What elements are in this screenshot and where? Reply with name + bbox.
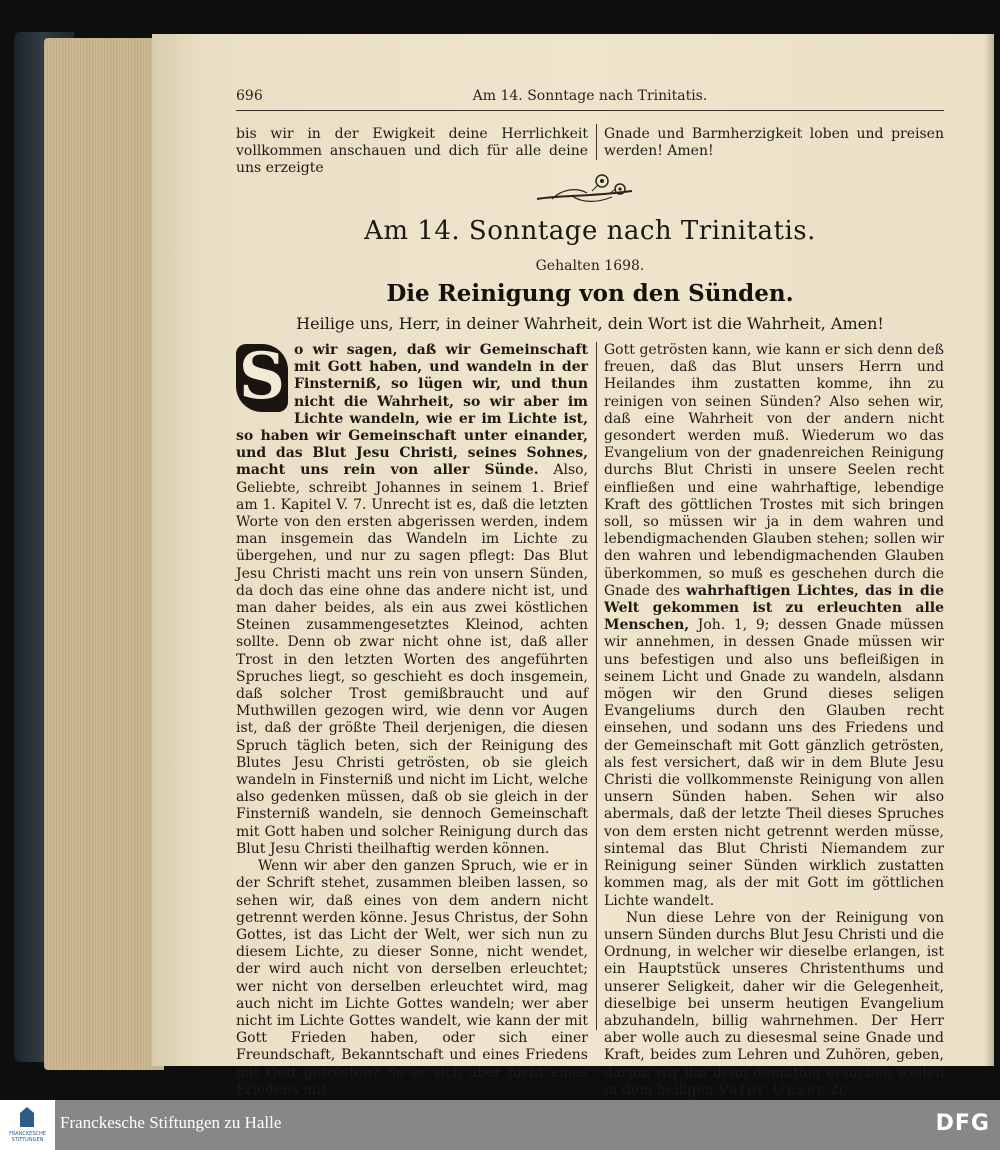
vater-unser: Vater Unser xyxy=(718,1081,826,1098)
opening-scripture-quote: o wir sagen, daß wir Gemeinschaft mit Gott haben, und wandeln in der Finsterniß, so lügen wir, und thun nicht die Wahrheit, so wir aber im Lichte wandeln, wie er im Lichte ist, so haben wir Gemeinschaft unter einander, und das Blut Jesu Christi, seines Sohnes, macht uns rein von aller Sünde. xyxy=(236,342,588,479)
right-paragraph-1 xyxy=(604,342,944,910)
book-page xyxy=(152,34,994,1098)
right-paragraph-2-text-b: 2c. xyxy=(825,1081,852,1098)
page-shadow xyxy=(984,34,994,1066)
right-column xyxy=(604,342,944,1099)
left-paragraph-1-text: Also, Geliebte, schreibt Johannes in seinem 1. Brief am 1. Kapitel V. 7. Unrecht ist es, daß die letzten Worte von den ersten abgerissen werden, indem man insgemein das Wandeln im Lichte zu übergehen, und nur zu sagen pflegt: Das Blut Jesu Christi macht uns rein von unsern Sünden, da doch das eine ohne das andere nicht ist, und man daher beides, als ein aus zwei köstlichen Steinen zusammengesetztes Kleinod, achten sollte. Denn ob zwar nicht ohne ist, daß aller Trost in den letzten Worten des angeführten Spruches liegt, so geschieht es doch insgemein, daß solcher Trost gemißbraucht und auf Muthwillen gezogen wird, wie denn vor Augen ist, daß der größte Theil derjenigen, die diesen Spruch täglich beten, sich der Reinigung des Blutes Jesu Christi getrösten, ob sie gleich wandeln in Finsterniß und nicht im Licht, welche also gedenken müssen, daß ob sie gleich in der Finsterniß wandeln, sie dennoch Gemeinschaft mit Gott haben und solcher Reinigung durch das Blut Jesu Christi theilhaftig werden können. xyxy=(236,462,589,857)
left-paragraph-1 xyxy=(236,339,589,858)
held-date: Gehalten 1698. xyxy=(535,258,645,274)
left-paragraph-2: Wenn wir aber den ganzen Spruch, wie er in der Schrift stehet, zusammen bleiben lassen, so sehen wir, daß eines von dem andern nicht getrennt werden könne. Jesus Christus, der Sohn Gottes, ist das Licht der Welt, wer sich nun zu diesem Lichte, zu dieser Sonne, nicht wendet, der wird auch nicht von derselben erleuchtet; wer nicht von derselben erleuchtet wird, mag auch nicht im Lichte Gottes wandeln; wer aber nicht im Lichte Gottes wandelt, wie kann der mit Gott Frieden haben, oder sich einer Freundschaft, Bekanntschaft und eines Friedens mit Gott getrösten? So er sich aber nicht eines Friedens mit xyxy=(236,858,588,1098)
column-rule-main xyxy=(596,342,597,1030)
right-paragraph-2 xyxy=(604,910,944,1099)
running-header xyxy=(236,88,944,111)
right-paragraph-2-text-a: Nun diese Lehre von der Reinigung von unsern Sünden durchs Blut Jesu Christi und die Ordnung, in welcher wir dieselbe erlangen, ist ein Hauptstück unseres Christenthums und unserer Seligkeit, daher wir die Gelegenheit, dieselbige bei unserm heutigen Evangelium abzuhandeln, billig wahrnehmen. Der Herr aber wolle auch zu diesesmal seine Gnade und Kraft, beides zum Lehren und Zuhören, geben, darum wir ihn denn demüthig ersuchen wollen in dem heiligen xyxy=(604,909,944,1098)
page-number: 696 xyxy=(236,88,263,104)
dropcap-initial: S xyxy=(236,344,288,412)
carryover-right xyxy=(604,126,944,160)
motto-line: Heilige uns, Herr, in deiner Wahrheit, dein Wort ist die Wahrheit, Amen! xyxy=(296,314,884,333)
column-rule-top xyxy=(596,124,597,160)
organization-name: Franckesche Stiftungen zu Halle xyxy=(60,1113,282,1132)
left-column xyxy=(236,339,589,1099)
logo-text: FRANCKESCHE STIFTUNGEN xyxy=(9,1131,46,1143)
carryover-left-text: bis wir in der Ewigkeit deine Herrlichkeit vollkommen anschauen und dich für alle deine uns erzeigte xyxy=(236,126,588,177)
section-title: Am 14. Sonntage nach Trinitatis. xyxy=(364,216,816,246)
right-paragraph-1-text-a: Gott getrösten kann, wie kann er sich denn deß freuen, daß das Blut unsers Herrn und Heilandes ihm zustatten komme, ihn zu reinigen von seinen Sünden? Also sehen wir, daß eine Wahrheit von der andern nicht gesondert werden muß. Wiederum wo das Evangelium von der gnadenreichen Reinigung durchs Blut Christi in unsere Seelen recht einfließen und eine wahrhaftige, lebendige Kraft des göttlichen Trostes mit sich bringen soll, so müssen wir ja in dem wahren und lebendigmachenden Glauben stehen; sollen wir den wahren und lebendigmachenden Glauben überkommen, so muß es geschehen durch die Gnade des xyxy=(604,342,944,599)
footer-bar xyxy=(0,1100,1000,1150)
flower-ornament-icon xyxy=(532,169,642,209)
page-edges xyxy=(44,38,164,1070)
franckesche-logo[interactable] xyxy=(0,1100,55,1150)
sermon-title: Die Reinigung von den Sünden. xyxy=(386,280,794,307)
running-title: Am 14. Sonntage nach Trinitatis. xyxy=(472,88,708,104)
scripture-emphasis: wahrhaftigen Lichtes, das in die Welt gekommen ist zu erleuchten alle Menschen, xyxy=(604,582,944,634)
carryover-right-text: Gnade und Barmherzigkeit loben und preisen werden! Amen! xyxy=(604,126,944,160)
right-paragraph-1-text-b: Joh. 1, 9; dessen Gnade müssen wir annehmen, in dessen Gnade müssen wir uns befestigen und also uns befleißigen in seinem Licht und Gnade zu wandeln, alsdann mögen wir den Grund dieses seligen Evangeliums durch den Glauben recht einsehen, und sodann uns des Friedens und der Gemeinschaft mit Gott gänzlich getrösten, als fest versichert, daß wir in dem Blute Jesu Christi die vollkommenste Reinigung von allen unsern Sünden haben. Sehen wir also abermals, daß der letzte Theil dieses Spruches von dem ersten nicht getrennt werden müsse, sintemal das Blut Christi Niemandem zur Reinigung seiner Sünden wirklich zustatten kommen mag, als der mit Gott im göttlichen Lichte wandelt. xyxy=(604,617,944,909)
dfg-logo[interactable]: DFG xyxy=(935,1111,990,1136)
building-icon xyxy=(20,1107,34,1127)
